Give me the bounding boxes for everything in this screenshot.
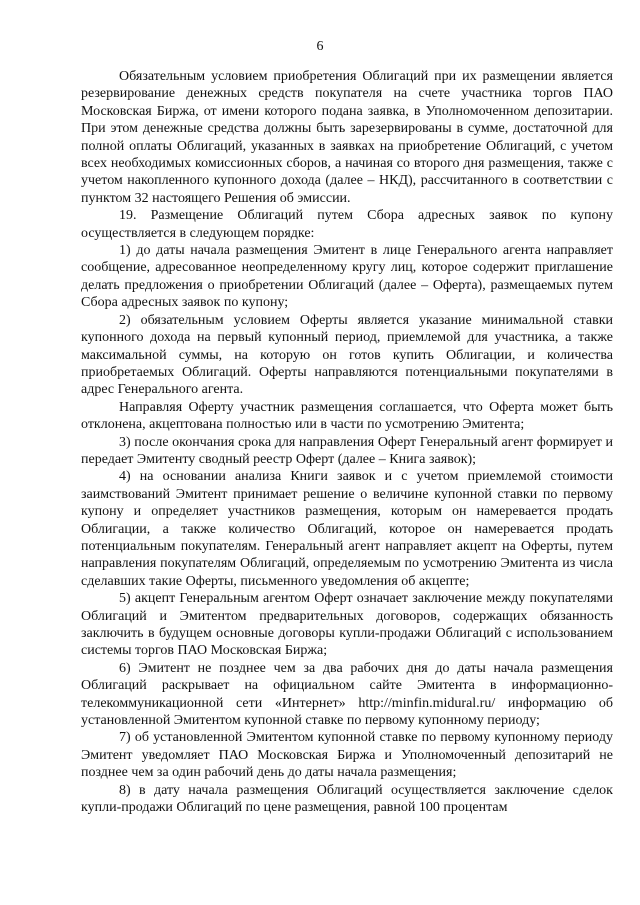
paragraph-reservation-condition: Обязательным условием приобретения Облигаций при их размещении является резервирование денежных средств покупателя на счете участника торгов ПАО Московская Биржа, от имени которого подана заявка, в Уполномоченном депозитарии. При этом денежные средства должны быть зарезервированы в сумме, достаточной для полной оплаты Облигаций, указанных в заявках на приобретение Облигаций, с учетом всех необходимых комиссионных сборов, а начиная со второго дня размещения, также с учетом накопленного купонного дохода (далее – НКД), рассчитанного в соответствии с пунктом 32 настоящего Решения об эмиссии. bbox=[81, 69, 613, 206]
page-number: 6 bbox=[316, 39, 324, 54]
paragraph-step-8: 8) в дату начала размещения Облигаций осуществляется заключение сделок купли-продажи Облигаций по цене размещения, равной 100 процентам bbox=[81, 782, 613, 816]
document-body bbox=[81, 68, 613, 816]
paragraph-step-5: 5) акцепт Генеральным агентом Оферт означает заключение между покупателями Облигаций и Эмитентом предварительных договоров, содержащих обязанность заключить в будущем основные договоры купли-продажи Облигаций с использованием системы торгов ПАО Московская Биржа; bbox=[81, 591, 613, 659]
paragraph-step-1: 1) до даты начала размещения Эмитент в лице Генерального агента направляет сообщение, адресованное неопределенному кругу лиц, которое содержит приглашение делать предложения о приобретении Облигаций (далее – Оферта), размещаемых путем Сбора адресных заявок по купону; bbox=[81, 243, 613, 311]
paragraph-step-4: 4) на основании анализа Книги заявок и с учетом приемлемой стоимости заимствований Эмитент принимает решение о величине купонной ставки по первому купону и определяет участников размещения, которым он намеревается продать Облигации, а также количество Облигаций, которое он намеревается продать потенциальным покупателям. Генеральный агент направляет акцепт на Оферты, путем направления покупателям Облигаций, определяемым по усмотрению Эмитента из числа сделавших такие Оферты, письменного уведомления об акцепте; bbox=[81, 469, 613, 589]
paragraph-step-6: 6) Эмитент не позднее чем за два рабочих дня до даты начала размещения Облигаций раскрывает на официальном сайте Эмитента в информационно-телекоммуникационной сети «Интернет» http://minfin.midural.ru/ информацию об установленной Эмитентом купонной ставке по первому купонному периоду; bbox=[81, 660, 613, 729]
paragraph-offer-note: Направляя Оферту участник размещения соглашается, что Оферта может быть отклонена, акцептована полностью или в части по усмотрению Эмитента; bbox=[81, 399, 613, 433]
paragraph-item-19: 19. Размещение Облигаций путем Сбора адресных заявок по купону осуществляется в следующем порядке: bbox=[81, 208, 613, 241]
paragraph-step-2: 2) обязательным условием Оферты является указание минимальной ставки купонного дохода на первый купонный период, приемлемой для участника, а также максимальной суммы, на которую он готов купить Облигации, и количества приобретаемых Облигаций. Оферты направляются потенциальными покупателями в адрес Генерального агента. bbox=[81, 312, 613, 398]
paragraph-step-7: 7) об установленной Эмитентом купонной ставке по первому купонному периоду Эмитент уведомляет ПАО Московская Биржа и Уполномоченный депозитарий не позднее чем за один рабочий день до даты начала размещения; bbox=[81, 730, 613, 781]
paragraph-step-3: 3) после окончания срока для направления Оферт Генеральный агент формирует и передает Эмитенту сводный реестр Оферт (далее – Книга заявок); bbox=[81, 434, 613, 467]
